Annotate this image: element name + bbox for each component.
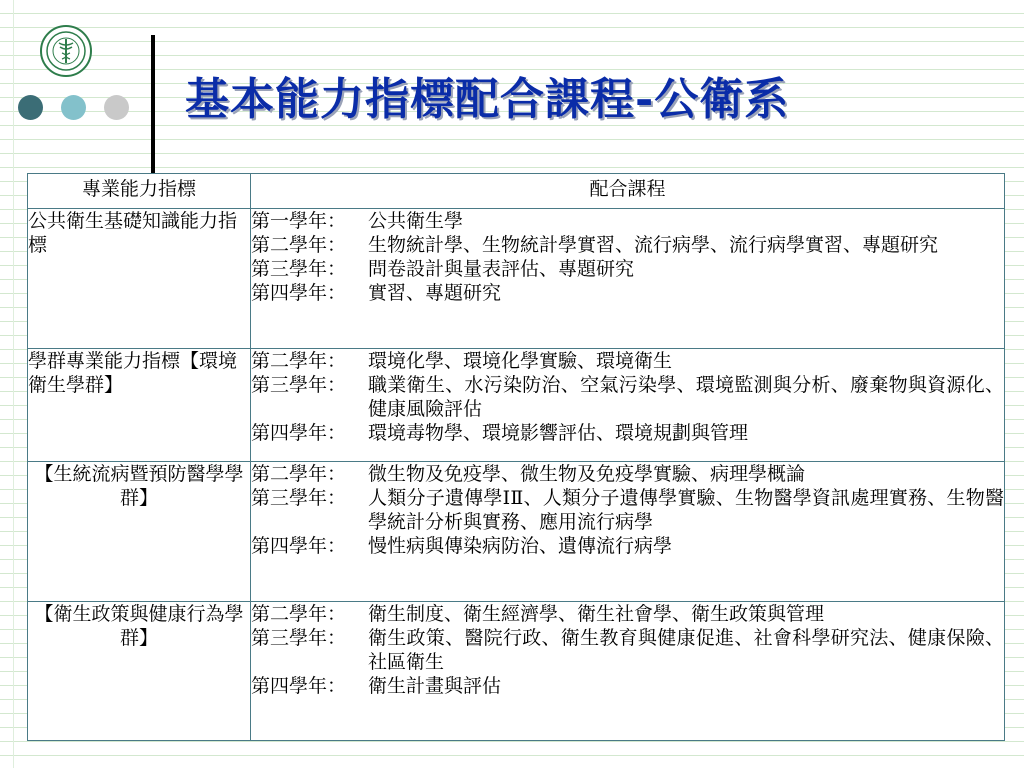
year-label: 第二學年： — [251, 234, 347, 256]
year-courses: 職業衛生、水污染防治、空氣污染學、環境監測與分析、廢棄物與資源化、健康風險評估 — [368, 374, 1004, 420]
year-courses: 環境化學、環境化學實驗、環境衛生 — [368, 350, 673, 372]
table-row — [28, 462, 1005, 602]
year-line — [251, 534, 1004, 558]
header-courses: 配合課程 — [251, 174, 1005, 209]
year-courses: 衛生計畫與評估 — [368, 675, 502, 697]
year-label: 第四學年： — [251, 422, 347, 444]
year-label: 第二學年： — [251, 603, 347, 625]
table-row — [28, 209, 1005, 349]
year-label: 第四學年： — [251, 535, 347, 557]
year-label: 第三學年： — [251, 374, 347, 396]
year-label: 第二學年： — [251, 350, 347, 372]
year-line — [251, 486, 1004, 534]
year-line — [251, 349, 1004, 373]
category-cell: 學群專業能力指標【環境衛生學群】 — [28, 349, 251, 462]
category-cell: 【生統流病暨預防醫學學群】 — [28, 462, 251, 602]
table-row — [28, 602, 1005, 741]
year-line — [251, 421, 1004, 445]
year-label: 第四學年： — [251, 282, 347, 304]
year-courses: 公共衛生學 — [368, 210, 464, 232]
year-line — [251, 626, 1004, 674]
title-divider — [151, 35, 155, 175]
year-courses: 人類分子遺傳學ⅠⅡ、人類分子遺傳學實驗、生物醫學資訊處理實務、生物醫學統計分析與實務、應用流行病學 — [368, 487, 1004, 533]
year-label: 第三學年： — [251, 487, 347, 509]
year-line — [251, 209, 1004, 233]
courses-cell — [251, 462, 1005, 602]
caduceus-icon — [42, 27, 90, 75]
year-label: 第三學年： — [251, 627, 347, 649]
page-title: 基本能力指標配合課程-公衛系 — [185, 74, 790, 125]
year-courses: 實習、專題研究 — [368, 282, 502, 304]
year-label: 第二學年： — [251, 463, 347, 485]
year-label: 第三學年： — [251, 258, 347, 280]
year-label: 第一學年： — [251, 210, 347, 232]
year-courses: 生物統計學、生物統計學實習、流行病學、流行病學實習、專題研究 — [368, 234, 939, 256]
year-line — [251, 257, 1004, 281]
year-courses: 問卷設計與量表評估、專題研究 — [368, 258, 635, 280]
header-indicator: 專業能力指標 — [28, 174, 251, 209]
category-cell: 公共衛生基礎知識能力指標 — [28, 209, 251, 349]
year-line — [251, 373, 1004, 421]
year-line — [251, 674, 1004, 698]
table-header-row — [28, 174, 1005, 209]
year-line — [251, 233, 1004, 257]
light-dot-icon — [61, 95, 86, 120]
year-courses: 微生物及免疫學、微生物及免疫學實驗、病理學概論 — [368, 463, 806, 485]
year-label: 第四學年： — [251, 675, 347, 697]
gray-dot-icon — [104, 95, 129, 120]
courses-cell — [251, 209, 1005, 349]
year-courses: 慢性病與傳染病防治、遺傳流行病學 — [368, 535, 673, 557]
year-courses: 衛生制度、衛生經濟學、衛生社會學、衛生政策與管理 — [368, 603, 825, 625]
table-row — [28, 349, 1005, 462]
courses-cell — [251, 349, 1005, 462]
year-line — [251, 602, 1004, 626]
courses-cell — [251, 602, 1005, 741]
university-logo-icon — [40, 25, 92, 77]
year-line — [251, 281, 1004, 305]
year-line — [251, 462, 1004, 486]
year-courses: 環境毒物學、環境影響評估、環境規劃與管理 — [368, 422, 749, 444]
dark-dot-icon — [18, 95, 43, 120]
year-courses: 衛生政策、醫院行政、衛生教育與健康促進、社會科學研究法、健康保險、社區衛生 — [368, 627, 1004, 673]
category-cell: 【衛生政策與健康行為學群】 — [28, 602, 251, 741]
course-table — [27, 173, 1005, 741]
